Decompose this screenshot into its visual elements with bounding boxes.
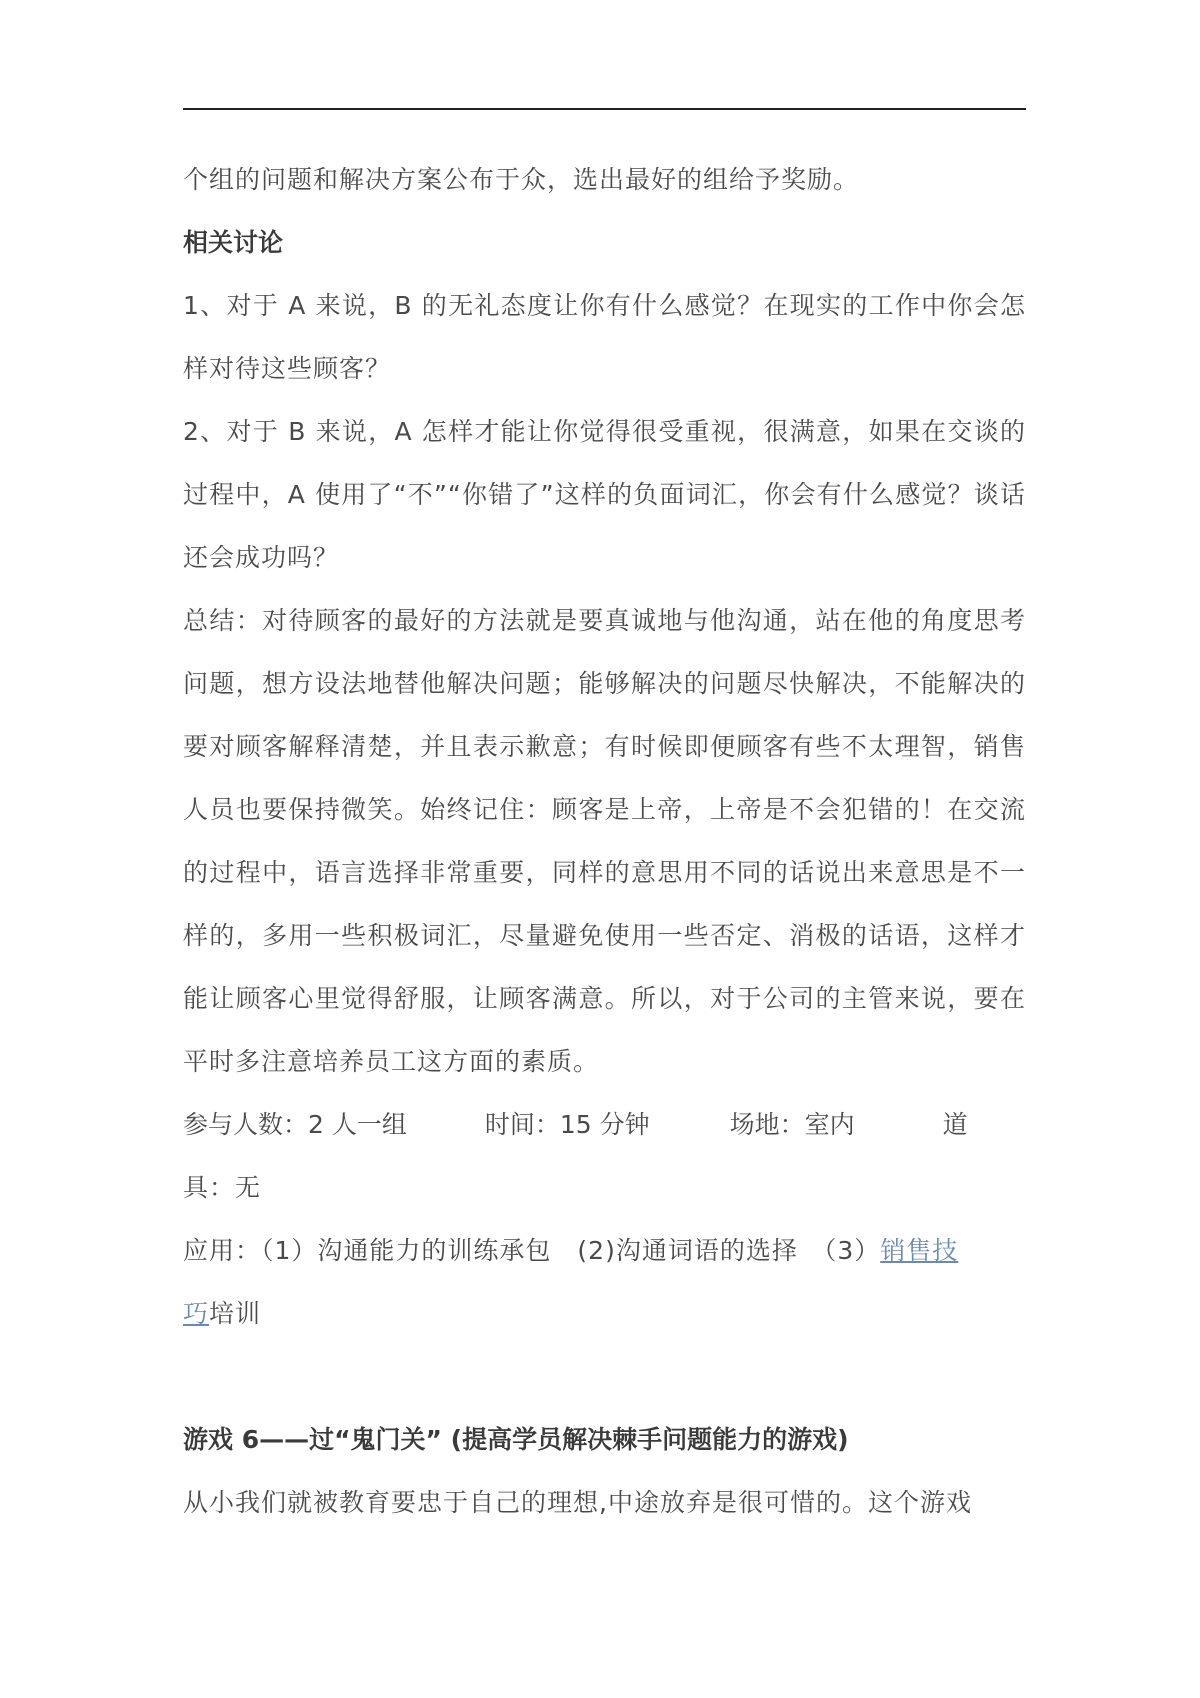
props-text: 具：无 — [183, 1173, 262, 1202]
application-suffix: 培训 — [209, 1299, 262, 1328]
document-body — [183, 148, 1026, 1534]
application-prefix: 应用：（1）沟通能力的训练承包 (2)沟通词语的选择 （3） — [183, 1236, 881, 1265]
game-meta-line — [183, 1093, 1026, 1156]
header-rule — [183, 108, 1026, 110]
discussion-heading: 相关讨论 — [183, 228, 284, 257]
sales-skills-link-continued[interactable]: 巧 — [183, 1299, 210, 1328]
paragraph-continued: 个组的问题和解决方案公布于众，选出最好的组给予奖励。 — [183, 165, 860, 194]
time-text: 时间：15 分钟 — [484, 1110, 650, 1139]
discussion-question-1: 1、对于 A 来说，B 的无礼态度让你有什么感觉？在现实的工作中你会怎样对待这些顾客？ — [183, 291, 1026, 383]
discussion-question-2: 2、对于 B 来说，A 怎样才能让你觉得很受重视，很满意，如果在交谈的过程中，A 使用了“不”“你错了”这样的负面词汇，你会有什么感觉？谈话还会成功吗？ — [183, 417, 1026, 572]
game6-intro: 从小我们就被教育要忠于自己的理想,中途放弃是很可惜的。这个游戏 — [183, 1488, 972, 1517]
participants-text: 参与人数：2 人一组 — [183, 1110, 407, 1139]
summary-paragraph: 总结：对待顾客的最好的方法就是要真诚地与他沟通，站在他的角度思考问题，想方设法地替他解决问题；能够解决的问题尽快解决，不能解决的要对顾客解释清楚，并且表示歉意；有时候即便顾客有些不太理智，销售人员也要保持微笑。始终记住：顾客是上帝，上帝是不会犯错的！在交流的过程中，语言选择非常重要，同样的意思用不同的话说出来意思是不一样的，多用一些积极词汇，尽量避免使用一些否定、消极的话语，这样才能让顾客心里觉得舒服，让顾客满意。所以，对于公司的主管来说，要在平时多注意培养员工这方面的素质。 — [183, 606, 1026, 1076]
sales-skills-link[interactable]: 销售技 — [880, 1236, 959, 1265]
props-label-head: 道 — [942, 1110, 968, 1139]
application-paragraph — [183, 1219, 1026, 1345]
venue-text: 场地：室内 — [729, 1110, 855, 1139]
game6-title: 游戏 6——过“鬼门关” (提高学员解决棘手问题能力的游戏) — [183, 1425, 849, 1454]
